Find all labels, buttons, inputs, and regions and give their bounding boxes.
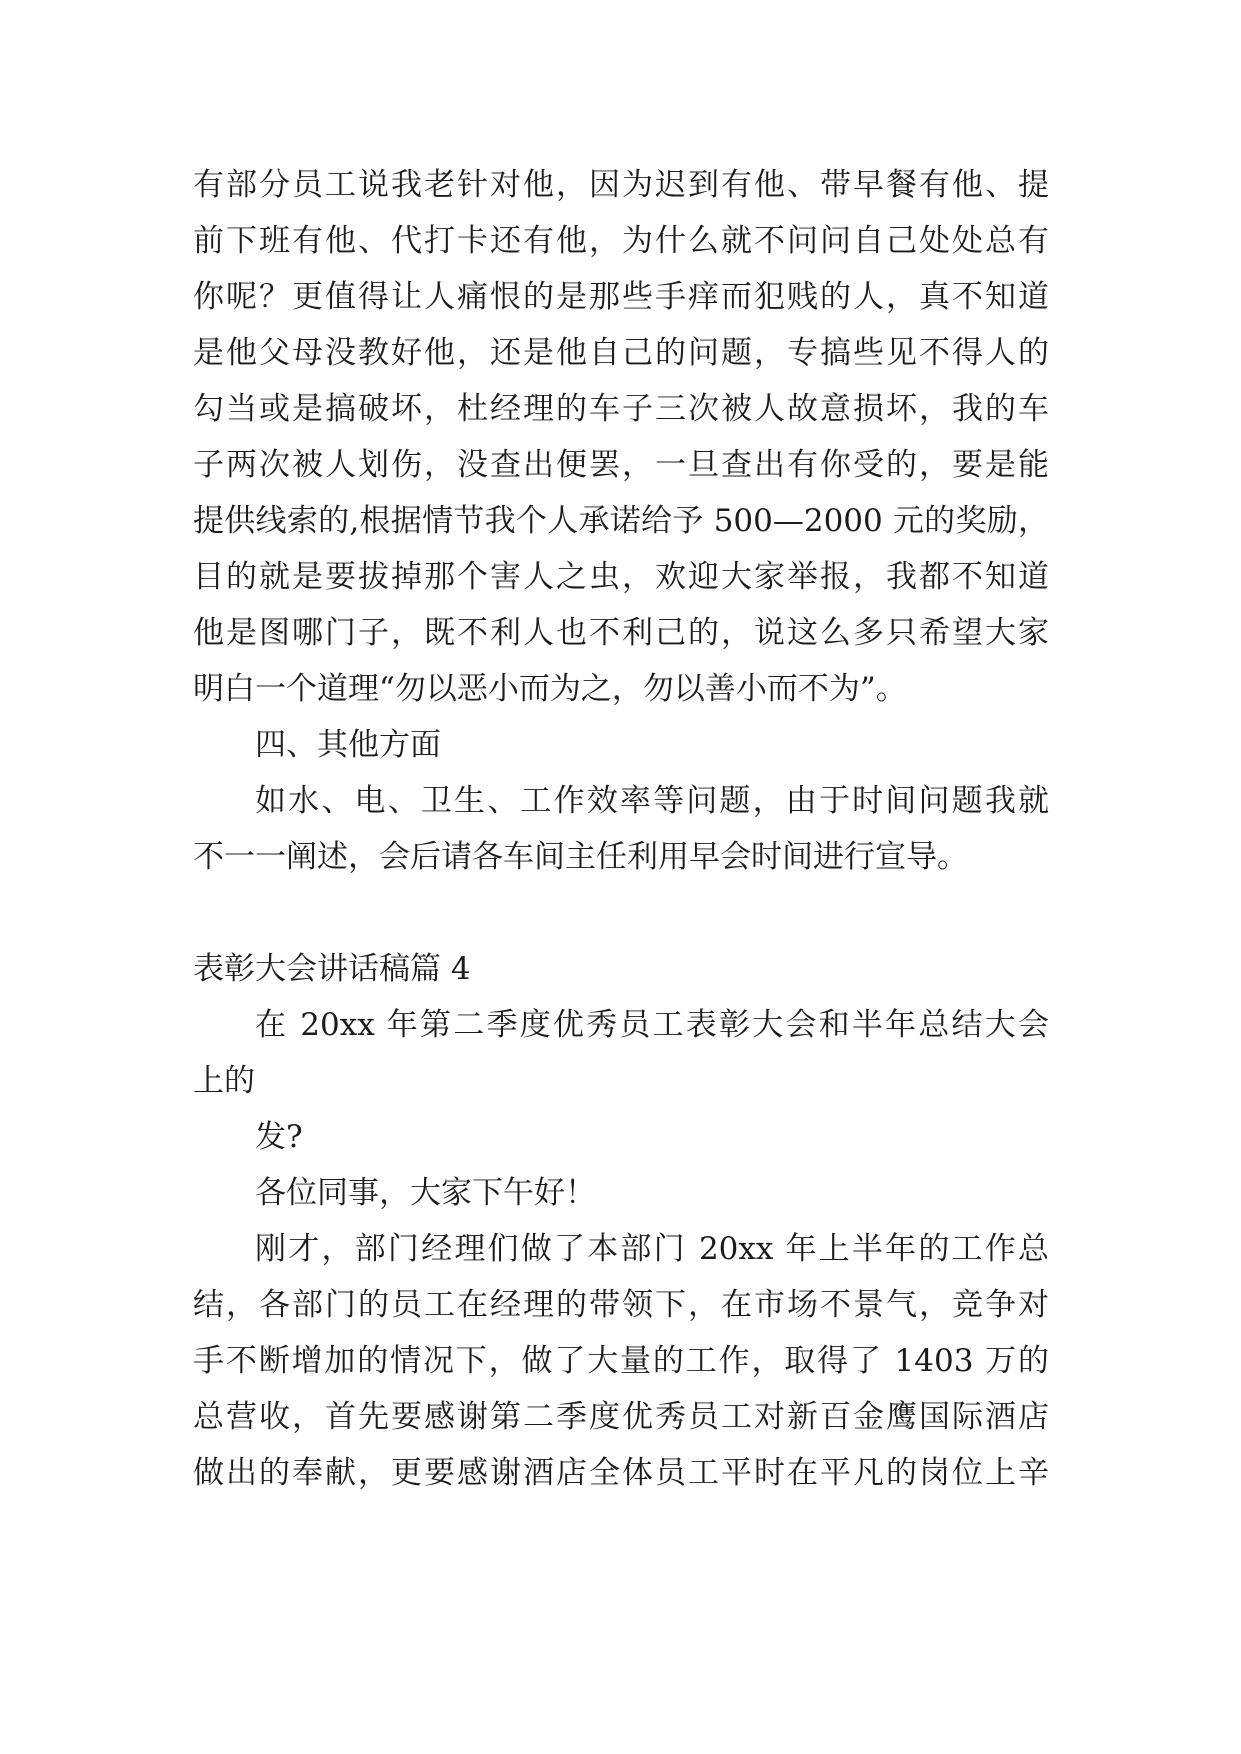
text-line: 前下班有他、代打卡还有他，为什么就不问问自己处处总有 xyxy=(193,223,1049,259)
paragraph-other xyxy=(193,773,1049,885)
text-line: 子两次被人划伤，没查出便罢，一旦查出有你受的，要是能 xyxy=(193,447,1049,483)
text-line: 总营收，首先要感谢第二季度优秀员工对新百金鹰国际酒店 xyxy=(193,1399,1049,1435)
document-body xyxy=(193,157,1049,1501)
text-line: 如水、电、卫生、工作效率等问题，由于时间问题我就 xyxy=(255,783,1049,819)
text-line: 上的 xyxy=(193,1063,255,1099)
spacer xyxy=(193,885,1049,941)
section-heading-other: 四、其他方面 xyxy=(255,727,441,763)
paragraph-summary xyxy=(193,1221,1049,1501)
text-line: 你呢？更值得让人痛恨的是那些手痒而犯贱的人，真不知道 xyxy=(193,279,1049,315)
text-line: 目的就是要拔掉那个害人之虫，欢迎大家举报，我都不知道 xyxy=(193,559,1049,595)
fa-line: 发? xyxy=(255,1119,303,1155)
text-line: 刚才，部门经理们做了本部门 20xx 年上半年的工作总 xyxy=(255,1231,1049,1267)
text-line: 在 20xx 年第二季度优秀员工表彰大会和半年总结大会 xyxy=(255,1007,1049,1043)
text-line: 勾当或是搞破坏，杜经理的车子三次被人故意损坏，我的车 xyxy=(193,391,1049,427)
text-line: 是他父母没教好他，还是他自己的问题，专搞些见不得人的 xyxy=(193,335,1049,371)
text-line: 做出的奉献，更要感谢酒店全体员工平时在平凡的岗位上辛 xyxy=(193,1455,1049,1491)
text-line: 结，各部门的员工在经理的带领下，在市场不景气，竞争对 xyxy=(193,1287,1049,1323)
text-line: 不一一阐述，会后请各车间主任利用早会时间进行宣导。 xyxy=(193,839,968,875)
text-line: 明白一个道理“勿以恶小而为之，勿以善小而不为”。 xyxy=(193,671,907,707)
text-line: 手不断增加的情况下，做了大量的工作，取得了 1403 万的 xyxy=(193,1343,1049,1379)
section-title: 表彰大会讲话稿篇 4 xyxy=(193,951,471,987)
text-line: 有部分员工说我老针对他，因为迟到有他、带早餐有他、提 xyxy=(193,167,1049,203)
text-line: 提供线索的,根据情节我个人承诺给予 500—2000 元的奖励， xyxy=(193,503,1049,539)
paragraph-intro xyxy=(193,997,1049,1109)
greeting: 各位同事，大家下午好！ xyxy=(255,1175,596,1211)
paragraph-behavior xyxy=(193,157,1049,717)
text-line: 他是图哪门子，既不利人也不利己的，说这么多只希望大家 xyxy=(193,615,1049,651)
